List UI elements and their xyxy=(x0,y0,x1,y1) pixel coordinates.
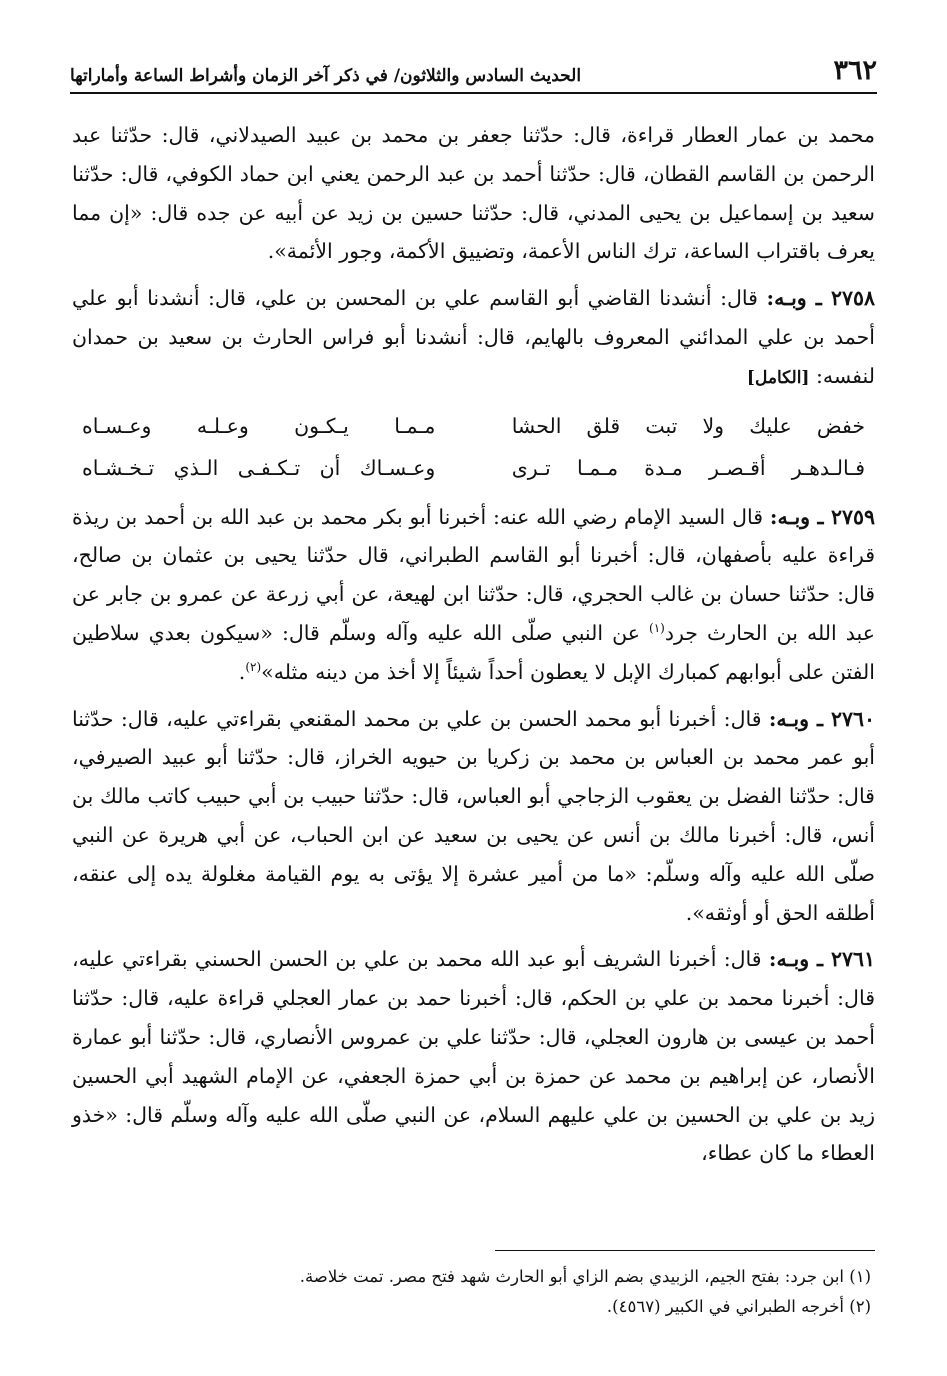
poetic-meter: [الكامل] xyxy=(746,367,810,388)
hadith-2759 xyxy=(72,498,875,692)
footnote-1: (١) ابن جرد: بفتح الجيم، الزبيدي بضم الزاي أبو الحارث شهد فتح مصر. تمت خلاصة. xyxy=(299,1267,871,1286)
verse-first-hemistich: خفض عليك ولا تبت قلق الحشا xyxy=(511,414,865,439)
hadith-2761 xyxy=(72,940,875,1173)
verse-second-hemistich: مـمـا يـكـون وعـلـه وعـسـاه xyxy=(82,414,436,439)
page-header xyxy=(70,52,877,94)
paragraph-text: عن النبي صلّى الله عليه وآله وسلّم قال: «سيكون بعدي سلاطين الفتن على أبوابهم كمبارك الإبل لا يعطون أحداً شيئاً إلا أخذ من دينه مثله» xyxy=(72,620,875,684)
paragraph-text: قال: أخبرنا أبو محمد الحسن بن علي بن محمد المقنعي بقراءتي عليه، قال: حدّثنا أبو عمر محمد بن العباس بن محمد بن زكريا بن حيويه الخراز، قال: حدّثنا أبو عبيد الصيرفي، قال: حدّثنا الفضل بن يعقوب الزجاجي أبو العباس، قال: حدّثنا حبيب بن أبي حبيب كاتب مالك بن أنس، قال: أخبرنا مالك بن أنس عن يحيى بن سعيد عن ابن الحباب، عن أبي هريرة عن النبي صلّى الله عليه وآله وسلّم: «ما من أمير عشرة إلا يؤتى به يوم القيامة مغلولة يده إلى عنقه، أطلقه الحق أو أوثقه». xyxy=(72,706,875,925)
footnotes xyxy=(72,1262,871,1322)
verse-line xyxy=(72,406,875,448)
hadith-2760 xyxy=(72,700,875,933)
running-title: الحديث السادس والثلاثون/ في ذكر آخر الزمان وأشراط الساعة وأماراتها xyxy=(70,66,582,86)
hadith-number: ٢٧٥٩ ـ وبـه: xyxy=(769,504,875,529)
page-number: ٣٦٢ xyxy=(833,55,877,86)
main-text xyxy=(72,116,875,1181)
verse-line xyxy=(72,448,875,490)
poem-verses xyxy=(72,406,875,490)
paragraph-text: قال السيد الإمام رضي الله عنه: أخبرنا أبو بكر محمد بن عبد الله بن أحمد بن ريذة قراءة عليه بأصفهان، قال: أخبرنا أبو القاسم الطبراني، قال حدّثنا يحيى بن عثمان بن صالح، قال: حدّثنا حسان بن غالب الحجري، قال: حدّثنا ابن لهيعة، عن أبي زرعة عن عمرو بن جابر عن عبد الله بن الحارث جرد xyxy=(72,504,875,645)
hadith-number: ٢٧٦٠ ـ وبـه: xyxy=(768,706,875,731)
paragraph-continuation xyxy=(72,116,875,271)
footnote-ref[interactable]: (١) xyxy=(649,621,665,636)
paragraph-text: محمد بن عمار العطار قراءة، قال: حدّثنا جعفر بن محمد بن عبيد الصيدلاني، قال: حدّثنا عبد الرحمن بن القاسم القطان، قال: حدّثنا أحمد بن عبد الرحمن يعني ابن حماد الكوفي، قال: حدّثنا سعيد بن إسماعيل بن يحيى المدني، قال: حدّثنا حسين بن زيد عن أبيه عن جده قال: «إن مما يعرف باقتراب الساعة، ترك الناس الأعمة، وتضييق الأكمة، وجور الأئمة». xyxy=(72,123,875,264)
hadith-number: ٢٧٦١ ـ وبـه: xyxy=(768,947,875,972)
verse-second-hemistich: وعـسـاك أن تـكـفـى الـذي تـخـشـاه xyxy=(82,456,436,481)
verse-first-hemistich: فـالـدهـر أقـصـر مـدة مـمـا تـرى xyxy=(511,456,865,481)
footnote-2: (٢) أخرجه الطبراني في الكبير (٤٥٦٧). xyxy=(606,1297,871,1316)
hadith-number: ٢٧٥٨ ـ وبـه: xyxy=(766,286,875,311)
paragraph-text: قال: أخبرنا الشريف أبو عبد الله محمد بن علي بن الحسن الحسني بقراءتي عليه، قال: أخبرنا محمد بن علي بن الحكم، قال: أخبرنا حمد بن عمار العجلي قراءة عليه، قال: حدّثنا أحمد بن عيسى بن هارون العجلي، قال: حدّثنا علي بن عمروس الأنصاري، قال: حدّثنا أبو عمارة الأنصار، عن إبراهيم بن محمد عن حمزة بن أبي حمزة الجعفي، عن الإمام الشهيد أبي الحسين زيد بن علي بن الحسين بن علي عليهم السلام، عن النبي صلّى الله عليه وآله وسلّم قال: «خذو العطاء ما كان عطاء، xyxy=(72,947,876,1166)
hadith-2758 xyxy=(72,279,875,397)
footnote-ref[interactable]: (٢) xyxy=(245,659,262,674)
footnote-divider xyxy=(495,1250,875,1251)
paragraph-text: قال: أنشدنا القاضي أبو القاسم علي بن المحسن بن علي، قال: أنشدنا أبو علي أحمد بن علي المدائني المعروف بالهايم، قال: أنشدنا أبو فراس الحارث بن سعيد بن حمدان لنفسه: xyxy=(72,286,875,388)
paragraph-end: . xyxy=(238,659,246,684)
